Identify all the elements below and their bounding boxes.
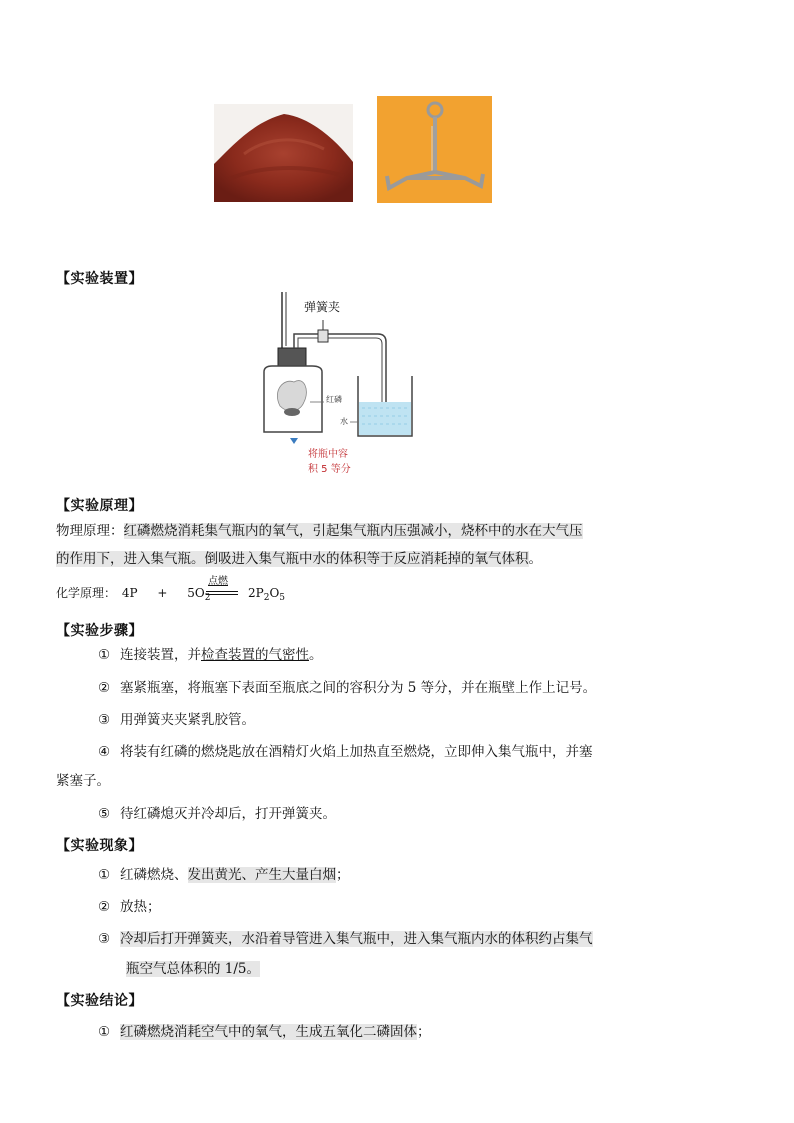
phenomenon-2-number: ② bbox=[98, 899, 111, 915]
eq-arrow bbox=[206, 574, 238, 604]
step-1-text-c: 。 bbox=[309, 647, 323, 663]
eq-condition: 点燃 bbox=[208, 576, 228, 587]
phenomenon-2-text: 放热； bbox=[120, 899, 161, 915]
phenomenon-1-text-b: 发出黄光、产生大量白烟 bbox=[187, 867, 336, 883]
step-1-number: ① bbox=[98, 647, 111, 663]
combustion-spoon-photo bbox=[377, 96, 492, 203]
phenomenon-3-text-c: 瓶空气总体积的 1/5。 bbox=[126, 961, 261, 977]
eq-reactant1: 4P bbox=[121, 586, 138, 600]
step-4-number: ④ bbox=[98, 744, 111, 760]
red-phosphorus-label: 红磷 bbox=[326, 395, 342, 404]
phenomenon-3-text-b: ，水沿着导管进入集气瓶中，进入集气瓶内水的体积约占集气 bbox=[228, 931, 593, 947]
step-4-text-a: 将装有红磷的燃烧匙放在酒精灯火焰上加热直至燃烧，立即伸入集气瓶中，并塞 bbox=[120, 744, 593, 760]
phenomenon-3-line1 bbox=[98, 928, 593, 950]
section-conclusion-heading: 【实验结论】 bbox=[56, 993, 143, 1009]
conclusion-1 bbox=[98, 1021, 431, 1043]
phenomenon-3-text-a: 冷却后打开弹簧夹 bbox=[120, 931, 228, 947]
diagram-caption-line2: 积 5 等分 bbox=[308, 464, 351, 475]
eq-plus: + bbox=[157, 586, 168, 600]
step-1-text-a: 连接装置，并 bbox=[120, 647, 201, 663]
physics-principle-line1 bbox=[56, 520, 583, 542]
eq-product: $2P_2O_5$ bbox=[248, 586, 286, 603]
phenomenon-1-number: ① bbox=[98, 867, 111, 883]
physics-text-1: 红磷燃烧消耗集气瓶内的氧气，引起集气瓶内压强减小，烧杯中的水在大气压 bbox=[123, 523, 583, 539]
water-label: 水 bbox=[340, 417, 348, 426]
chem-prefix: 化学原理： bbox=[56, 586, 117, 600]
step-4-line1 bbox=[98, 741, 593, 763]
clamp-label: 弹簧夹 bbox=[304, 300, 341, 314]
step-2-number: ② bbox=[98, 680, 111, 696]
phenomenon-1 bbox=[98, 864, 350, 886]
section-principle-heading: 【实验原理】 bbox=[56, 498, 143, 514]
phenomenon-3-line2 bbox=[126, 958, 260, 980]
step-4-line2 bbox=[56, 770, 110, 792]
step-3-number: ③ bbox=[98, 712, 111, 728]
step-2 bbox=[98, 677, 596, 699]
step-3-text: 用弹簧夹夹紧乳胶管。 bbox=[120, 712, 255, 728]
eq-reactant2-sub: 2 bbox=[204, 593, 211, 603]
phenomenon-1-text-a: 红磷燃烧、 bbox=[120, 867, 188, 883]
step-2-text: 塞紧瓶塞，将瓶塞下表面至瓶底之间的容积分为 5 等分，并在瓶壁上作上记号。 bbox=[120, 680, 597, 696]
red-phosphorus-photo bbox=[214, 104, 353, 202]
step-5-number: ⑤ bbox=[98, 806, 111, 822]
section-phenomena-heading: 【实验现象】 bbox=[56, 838, 143, 854]
step-4-text-b: 紧塞子。 bbox=[56, 773, 110, 789]
conclusion-1-number: ① bbox=[98, 1024, 111, 1040]
apparatus-diagram bbox=[250, 290, 420, 480]
physics-text-2: 的作用下，进入集气瓶。倒吸进入集气瓶中水的体积等于反应消耗掉的氧气体积 bbox=[56, 551, 529, 567]
physics-end: 。 bbox=[528, 551, 542, 567]
eq-reactant2: 5O bbox=[187, 586, 205, 600]
chemical-equation-line bbox=[56, 576, 286, 609]
step-3 bbox=[98, 709, 255, 731]
step-5 bbox=[98, 803, 336, 825]
section-steps-heading: 【实验步骤】 bbox=[56, 623, 143, 639]
phenomenon-1-text-c: ； bbox=[336, 867, 350, 883]
phenomenon-2 bbox=[98, 896, 161, 918]
conclusion-1-text-a: 红磷燃烧消耗空气中的氧气，生成五氧化二磷固体 bbox=[120, 1024, 417, 1040]
step-1-text-b: 检查装置的气密性 bbox=[201, 647, 309, 663]
physics-prefix: 物理原理： bbox=[56, 523, 124, 539]
diagram-caption-line1: 将瓶中容 bbox=[308, 449, 348, 460]
step-5-text: 待红磷熄灭并冷却后，打开弹簧夹。 bbox=[120, 806, 336, 822]
phenomenon-3-number: ③ bbox=[98, 931, 111, 947]
section-apparatus-heading: 【实验装置】 bbox=[56, 271, 143, 287]
step-1 bbox=[98, 644, 323, 666]
conclusion-1-text-b: ； bbox=[417, 1024, 431, 1040]
physics-principle-line2 bbox=[56, 548, 542, 570]
